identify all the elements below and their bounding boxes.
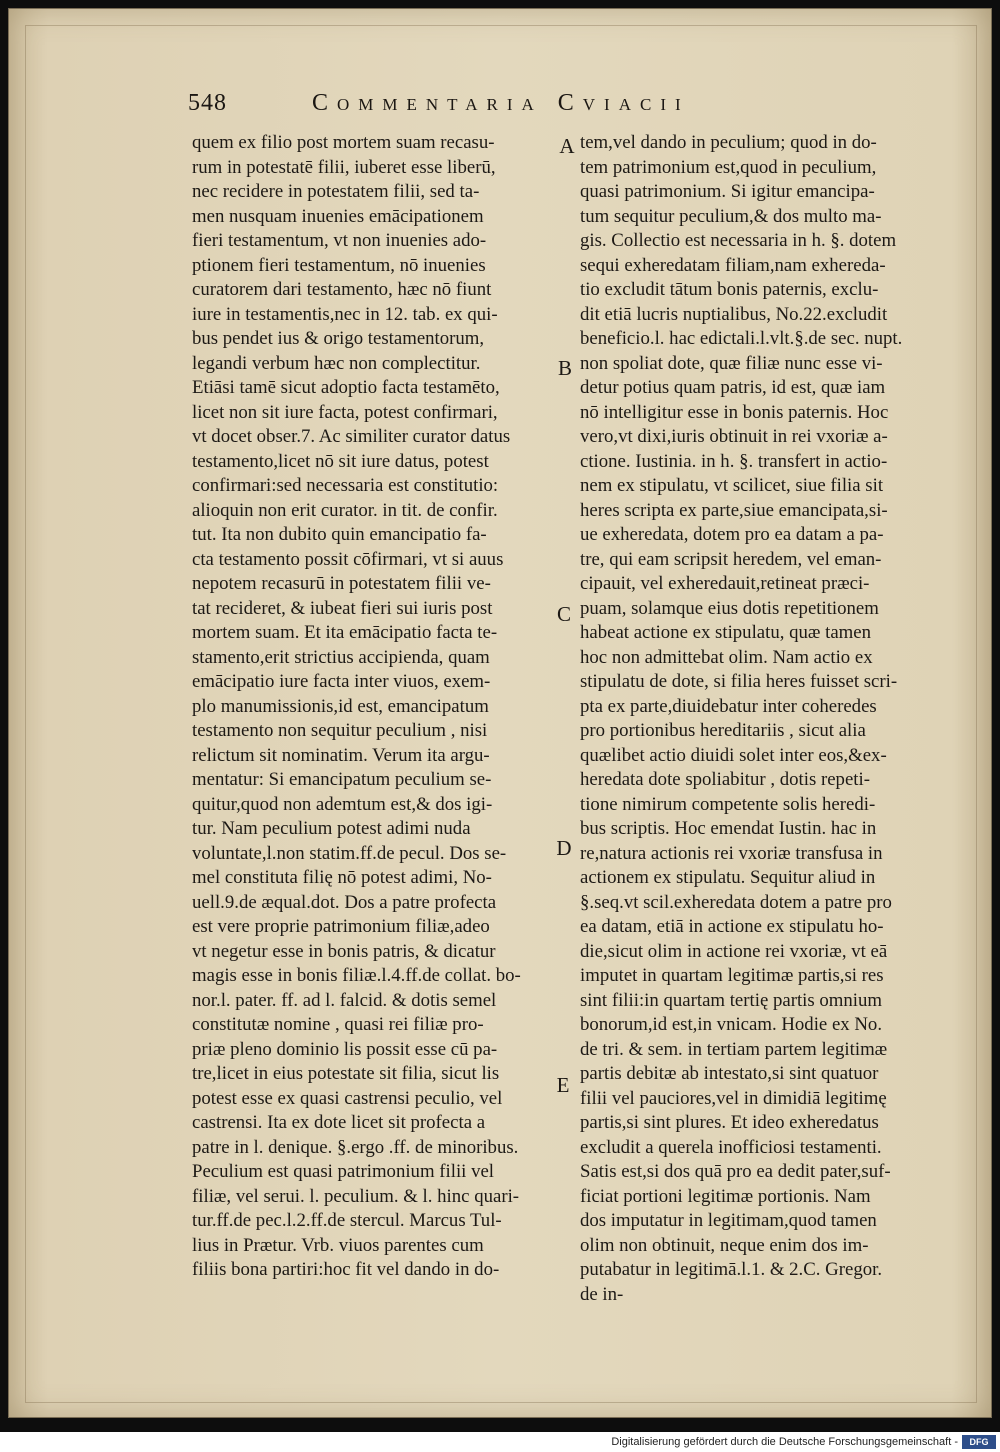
right-column-line: §.seq.vt scil.exheredata dotem a patre pro xyxy=(580,891,892,913)
left-column-line: Etiāsi tamē sicut adoptio facta testamēto, xyxy=(192,377,500,398)
left-column-line: Peculium est quasi patrimonium filii vel xyxy=(192,1161,495,1182)
margin-letter-d: D xyxy=(556,836,572,860)
left-column-line: emācipatio iure facta inter viuos, exem- xyxy=(192,671,491,692)
left-column-line: testamento non sequitur peculium , nisi xyxy=(192,720,488,741)
left-column-line: castrensi. Ita ex dote licet sit profecta a xyxy=(192,1112,486,1133)
left-column-line: curatorem dari testamento, hæc nō fiunt xyxy=(192,279,492,300)
right-column-line: imputet in quartam legitimæ partis,si res xyxy=(580,965,884,986)
right-column-line: de in- xyxy=(580,1283,624,1305)
funding-notice: Digitalisierung gefördert durch die Deutsche Forschungsgemeinschaft - xyxy=(611,1436,958,1448)
left-column-line: tur.ff.de pec.l.2.ff.de stercul. Marcus Tul- xyxy=(192,1210,502,1231)
left-column-line: nec recidere in potestatem filii, sed ta- xyxy=(192,181,480,202)
right-column-line: tio excludit tātum bonis paternis, exclu- xyxy=(580,279,879,300)
left-column-line: tre,licet in eius potestate sit filia, sicut lis xyxy=(192,1063,500,1084)
margin-letter-a: A xyxy=(559,134,575,158)
left-column-line: tur. Nam peculium potest adimi nuda xyxy=(192,818,471,839)
left-column-line: magis esse in bonis filiæ.l.4.ff.de collat. bo- xyxy=(192,965,521,986)
right-column-line: ea datam, etiā in actione ex stipulatu ho- xyxy=(580,916,884,937)
right-column-line: actionem ex stipulatu. Sequitur aliud in xyxy=(580,867,876,888)
right-column-line: quasi patrimonium. Si igitur emancipa- xyxy=(580,181,875,202)
right-column-line: stipulatu de dote, si filia heres fuisset scri- xyxy=(580,671,898,692)
right-column-line: vero,vt dixi,iuris obtinuit in rei vxoriæ a- xyxy=(580,426,888,447)
right-column-line: Satis est,si dos quā pro ea dedit pater,suf- xyxy=(580,1161,891,1182)
left-column-line: bus pendet ius & origo testamentorum, xyxy=(192,328,485,349)
right-column-line: putabatur in legitimā.l.1. & 2.C. Gregor. xyxy=(580,1259,883,1280)
right-text-column xyxy=(580,131,946,1305)
margin-letter-c: C xyxy=(556,602,571,626)
right-column-line: tre, qui eam scripsit heredem, vel eman- xyxy=(580,548,882,570)
left-column-line: nor.l. pater. ff. ad l. falcid. & dotis semel xyxy=(192,989,497,1011)
left-column-line: filiæ, vel serui. l. peculium. & l. hinc quari- xyxy=(192,1185,520,1207)
left-column-line: rum in potestatē filii, iuberet esse liberū, xyxy=(192,156,496,178)
left-column-line: quitur,quod non ademtum est,& dos igi- xyxy=(192,793,493,815)
right-column-line: bonorum,id est,in vnicam. Hodie ex No. xyxy=(580,1014,883,1035)
left-column-line: fieri testamentum, vt non inuenies ado- xyxy=(192,230,487,251)
right-column-line: gis. Collectio est necessaria in h. §. dotem xyxy=(580,230,897,251)
left-text-column xyxy=(192,131,548,1291)
left-column-line: testamento,licet nō sit iure datus, potest xyxy=(192,450,489,472)
right-column-line: pta ex parte,diuidebatur inter coheredes xyxy=(580,695,877,717)
right-column-line: habeat actione ex stipulatu, quæ tamen xyxy=(580,622,872,643)
right-column-line: olim non obtinuit, neque enim dos im- xyxy=(580,1234,869,1256)
right-column-line: puam, solamque eius dotis repetitionem xyxy=(580,597,879,619)
left-column-line: potest esse ex quasi castrensi peculio, vel xyxy=(192,1087,503,1109)
page-number: 548 xyxy=(188,90,227,116)
left-column-line: iure in testamentis,nec in 12. tab. ex qui- xyxy=(192,303,498,325)
left-column-line: uell.9.de æqual.dot. Dos a patre profecta xyxy=(192,891,497,913)
right-column-line: nem ex stipulatu, vt scilicet, siue filia sit xyxy=(580,475,884,496)
margin-letter-b: B xyxy=(557,356,572,380)
right-column-line: cipauit, vel exheredauit,retineat præci- xyxy=(580,573,870,594)
left-column-line: mentatur: Si emancipatum peculium se- xyxy=(192,769,492,790)
right-column-line: filii vel pauciores,vel in dimidiā legitimę xyxy=(580,1087,887,1109)
left-column-line: filiis bona partiri:hoc fit vel dando in do- xyxy=(192,1259,500,1280)
right-column-line: partis debitæ ab intestato,si sint quatuor xyxy=(580,1063,879,1084)
right-column-line: excludit a querela inofficiosi testamenti. xyxy=(580,1136,882,1158)
left-column-line: est vere proprie patrimonium filiæ,adeo xyxy=(192,916,490,937)
left-column-line: relictum sit nominatim. Verum ita argu- xyxy=(192,744,490,766)
left-column-line: mel constituta filię nō potest adimi, No- xyxy=(192,867,492,888)
running-title: Commentaria Cviacii xyxy=(312,90,690,116)
right-column-line: tem patrimonium est,quod in peculium, xyxy=(580,156,877,178)
right-column-line: de tri. & sem. in tertiam partem legitimæ xyxy=(580,1038,888,1060)
right-column-line: ue exheredata, dotem pro ea datam a pa- xyxy=(580,524,884,545)
left-column-line: ptionem fieri testamentum, nō inuenies xyxy=(192,254,486,276)
left-column-line: constitutæ nomine , quasi rei filiæ pro- xyxy=(192,1014,484,1035)
right-column-line: nō intelligitur esse in bonis paternis. Hoc xyxy=(580,401,889,423)
left-column-line: patre in l. denique. §.ergo .ff. de minoribus. xyxy=(192,1136,519,1158)
left-column-line: plo manumissionis,id est, emancipatum xyxy=(192,695,489,717)
left-column-line: vt negetur esse in bonis patris, & dicatur xyxy=(192,940,496,962)
left-column-line: men nusquam inuenies emācipationem xyxy=(192,205,484,227)
right-column-line: detur potius quam patris, id est, quæ iam xyxy=(580,377,886,398)
right-column-line: ficiat portioni legitimæ portionis. Nam xyxy=(580,1185,871,1207)
right-column-line: heres scripta ex parte,siue emancipata,si- xyxy=(580,499,888,521)
left-column-line: legandi verbum hæc non complectitur. xyxy=(192,352,481,374)
right-column-line: die,sicut olim in actione rei vxoriæ, vt eā xyxy=(580,940,888,962)
right-column-line: heredata dote spoliabitur , dotis repeti- xyxy=(580,769,870,790)
right-column-line: beneficio.l. hac edictali.l.vlt.§.de sec. nupt. xyxy=(580,328,903,349)
left-column-line: voluntate,l.non statim.ff.de pecul. Dos se- xyxy=(192,842,507,864)
left-column-line: nepotem recasurū in potestatem filii ve- xyxy=(192,573,491,594)
right-column-line: sint filii:in quartam tertię partis omnium xyxy=(580,989,883,1011)
left-column-line: priæ pleno dominio lis possit esse cū pa- xyxy=(192,1038,498,1060)
right-column-line: non spoliat dote, quæ filiæ nunc esse vi- xyxy=(580,352,883,374)
left-column-line: confirmari:sed necessaria est constitutio: xyxy=(192,475,499,496)
right-column-line: dit etiā lucris nuptialibus, No.22.excludit xyxy=(580,303,888,325)
dfg-logo: DFG xyxy=(962,1435,996,1449)
left-column-line: stamento,erit strictius accipienda, quam xyxy=(192,646,490,668)
right-column-line: tione nimirum competente solis heredi- xyxy=(580,793,876,815)
margin-letter-e: E xyxy=(556,1073,570,1097)
left-column-line: tat recideret, & iubeat fieri sui iuris post xyxy=(192,597,493,619)
left-column-line: alioquin non erit curator. in tit. de confir. xyxy=(192,499,498,521)
left-column-line: cta testamento possit cōfirmari, vt si auus xyxy=(192,548,504,570)
right-column-line: dos imputatur in legitimam,quod tamen xyxy=(580,1210,877,1231)
right-column-line: tum sequitur peculium,& dos multo ma- xyxy=(580,205,882,227)
right-column-line: tem,vel dando in peculium; quod in do- xyxy=(580,132,877,153)
right-column-line: hoc non admittebat olim. Nam actio ex xyxy=(580,646,873,668)
right-column-line: pro portionibus hereditariis , sicut alia xyxy=(580,720,866,741)
right-column-line: re,natura actionis rei vxoriæ transfusa in xyxy=(580,842,883,864)
left-column-line: vt docet obser.7. Ac similiter curator datus xyxy=(192,426,511,447)
right-column-line: bus scriptis. Hoc emendat Iustin. hac in xyxy=(580,818,877,839)
left-column-line: tut. Ita non dubito quin emancipatio fa- xyxy=(192,524,487,545)
right-column-line: sequi exheredatam filiam,nam exhereda- xyxy=(580,254,886,276)
left-column-line: lius in Prætur. Vrb. viuos parentes cum xyxy=(192,1234,484,1256)
footer-bar xyxy=(0,1432,1000,1452)
left-column-line: quem ex filio post mortem suam recasu- xyxy=(192,132,495,153)
left-column-line: mortem suam. Et ita emācipatio facta te- xyxy=(192,622,498,643)
right-column-line: ctione. Iustinia. in h. §. transfert in actio- xyxy=(580,450,888,472)
left-column-line: licet non sit iure facta, potest confirmari, xyxy=(192,401,498,423)
right-column-line: quælibet actio diuidi solet inter eos,&ex- xyxy=(580,744,887,766)
right-column-line: partis,si sint plures. Et ideo exheredatus xyxy=(580,1112,879,1133)
running-head xyxy=(188,90,788,124)
